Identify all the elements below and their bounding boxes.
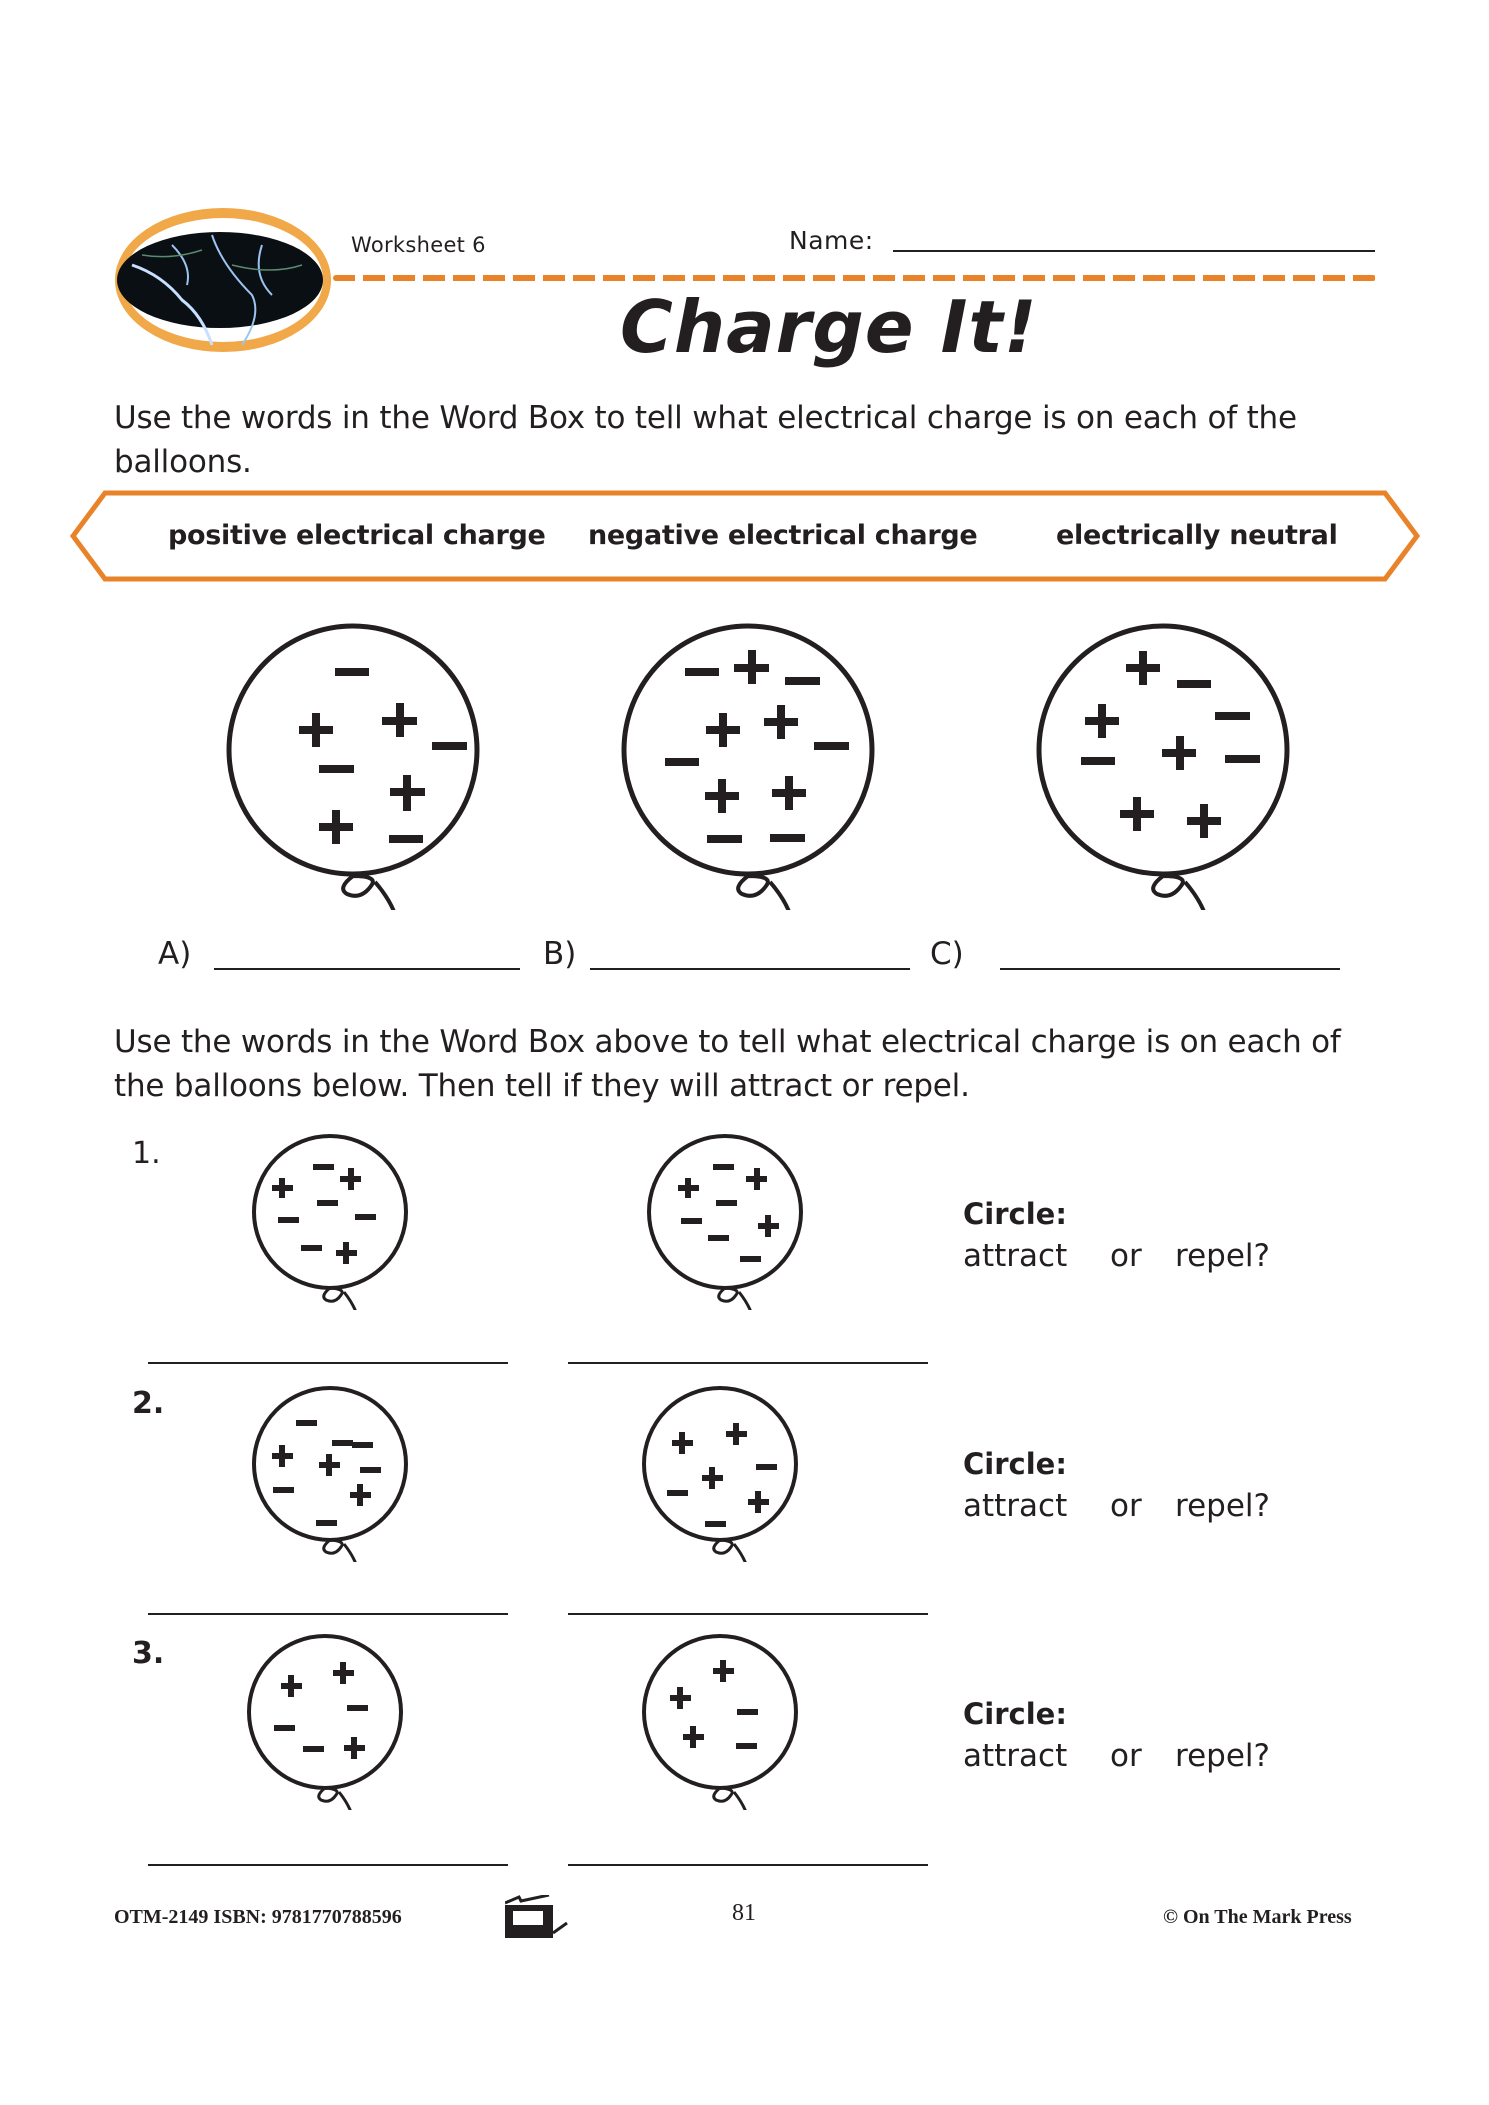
balloon-1-right [645,1130,815,1310]
lightning-oval-icon [112,205,334,355]
answer-label-c: C) [930,936,964,972]
balloon-2-right [640,1382,810,1562]
instruction-2: Use the words in the Word Box above to tell what electrical charge is on each of the balloons below. Then tell if they will attract or repel. [114,1024,1341,1104]
name-label: Name: [789,226,874,255]
answer-field-3-right[interactable] [568,1864,928,1866]
balloon-3-left [245,1630,415,1810]
option-repel-1[interactable]: repel? [1175,1238,1270,1274]
balloon-1-left [250,1130,420,1310]
answer-field-2-right[interactable] [568,1613,928,1615]
option-attract-1[interactable]: attract [963,1238,1068,1274]
answer-label-b: B) [543,936,577,972]
or-label-1: or [1110,1238,1142,1274]
balloon-a [225,620,485,910]
answer-label-a: A) [158,936,192,972]
name-field[interactable] [893,250,1375,252]
question-number-3: 3. [132,1636,165,1671]
balloon-c [1035,620,1295,910]
answer-field-b[interactable] [590,968,910,970]
header-divider [333,275,1376,281]
worksheet-label: Worksheet 6 [351,233,486,257]
circle-label-1: Circle: [963,1197,1067,1231]
photocopier-icon [505,1895,595,1939]
answer-field-c[interactable] [1000,968,1340,970]
or-label-2: or [1110,1488,1142,1524]
question-number-1: 1. [132,1136,161,1171]
word-negative: negative electrical charge [588,520,978,551]
word-positive: positive electrical charge [168,520,546,551]
circle-label-2: Circle: [963,1447,1067,1481]
footer-code-isbn: OTM-2149 ISBN: 9781770788596 [114,1906,402,1928]
balloon-2-left [250,1382,420,1562]
circle-label-3: Circle: [963,1697,1067,1731]
answer-field-a[interactable] [214,968,520,970]
page-title: Charge It! [620,285,1038,369]
option-repel-3[interactable]: repel? [1175,1738,1270,1774]
answer-field-1-right[interactable] [568,1362,928,1364]
question-number-2: 2. [132,1386,165,1421]
answer-field-2-left[interactable] [148,1613,508,1615]
option-attract-3[interactable]: attract [963,1738,1068,1774]
balloon-b [620,620,880,910]
option-attract-2[interactable]: attract [963,1488,1068,1524]
instruction-1: Use the words in the Word Box to tell what electrical charge is on each of the balloons. [114,400,1297,480]
option-repel-2[interactable]: repel? [1175,1488,1270,1524]
or-label-3: or [1110,1738,1142,1774]
answer-field-1-left[interactable] [148,1362,508,1364]
balloon-3-right [640,1630,810,1810]
answer-field-3-left[interactable] [148,1864,508,1866]
word-neutral: electrically neutral [1056,520,1338,551]
page-number: 81 [732,1900,756,1926]
footer-copyright: © On The Mark Press [1163,1906,1352,1928]
